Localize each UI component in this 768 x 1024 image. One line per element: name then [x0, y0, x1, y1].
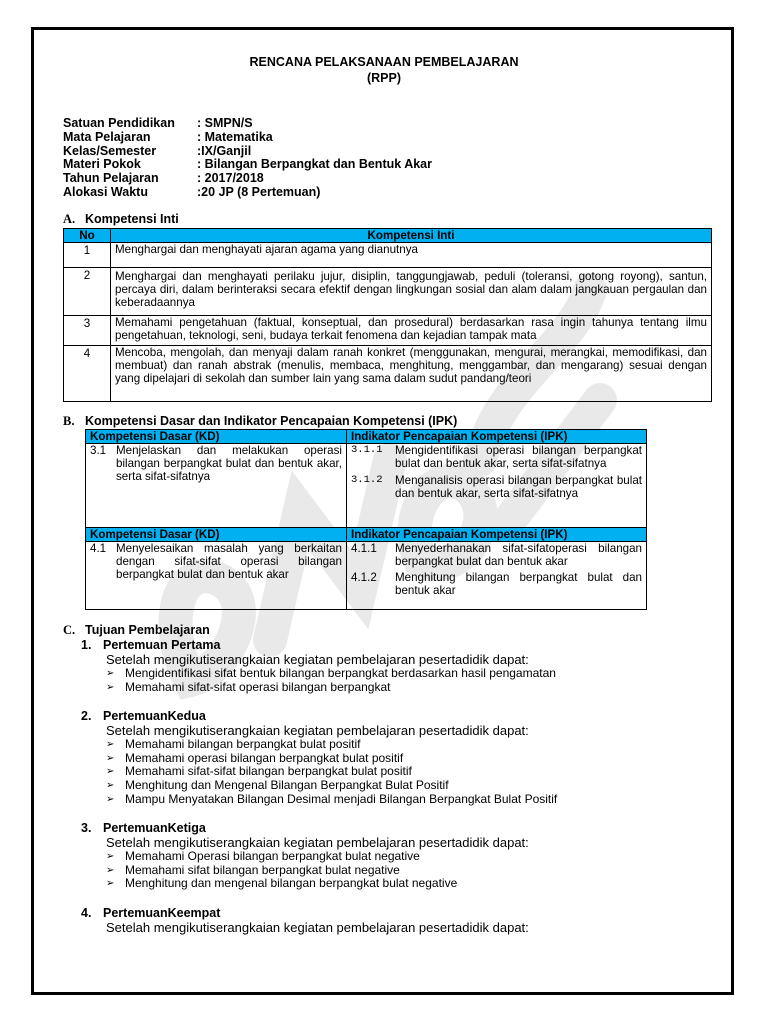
- ipk-item: [351, 474, 642, 500]
- info-row: [63, 131, 432, 145]
- ipk-text: Menyederhanakan sifat-sifatoperasi bilangan berpangkat bulat dan bentuk akar: [395, 542, 642, 568]
- kd-ipk-table: [85, 429, 647, 610]
- list-item: [106, 864, 683, 878]
- list-item: [106, 667, 683, 681]
- meeting-heading: [81, 638, 683, 652]
- bullet-arrow-icon: ➢: [106, 864, 115, 876]
- kd-text: Menjelaskan dan melakukan operasi bilangan berpangkat bulat dan bentuk akar, serta sifat-sifatnya: [116, 444, 342, 483]
- objective-text: Menghitung dan mengenal bilangan berpangkat bulat negative: [125, 876, 458, 891]
- meeting-intro: Setelah mengikutiserangkaian kegiatan pembelajaran pesertadidik dapat:: [106, 835, 529, 851]
- info-row: [63, 158, 432, 172]
- info-key: Kelas/Semester: [63, 143, 157, 158]
- info-row: [63, 145, 432, 159]
- list-item: [106, 752, 683, 766]
- info-value: : SMPN/S: [197, 116, 253, 130]
- kompetensi-inti-table: [63, 228, 712, 402]
- kd-cell: [86, 444, 347, 528]
- meeting-heading: [81, 906, 683, 920]
- list-item: [106, 779, 683, 793]
- meeting-heading: [81, 709, 683, 723]
- meeting-2: [63, 709, 683, 806]
- info-row: [63, 186, 432, 200]
- ipk-code: 3.1.1: [351, 444, 383, 456]
- kd-text: Menyelesaikan masalah yang berkaitan dengan sifat-sifat operasi bilangan berpangkat bulat dan bentuk akar: [116, 542, 342, 581]
- col-ipk-header: Indikator Pencapaian Kompetensi (IPK): [347, 528, 647, 542]
- kd-cell: [86, 542, 347, 610]
- section-title: Tujuan Pembelajaran: [85, 623, 210, 637]
- document-subtitle: (RPP): [366, 71, 402, 85]
- info-value: :IX/Ganjil: [197, 143, 252, 158]
- list-item: [106, 738, 683, 752]
- row-text: Menghargai dan menghayati perilaku jujur, disiplin, tanggungjawab, peduli (toleransi, gotong royong), santun, percaya diri, dalam berinteraksi secara efektif dengan lingkungan sosial dan alam dalam jangkauan pergaulan dan keberadaannya: [111, 268, 712, 316]
- section-title: Kompetensi Dasar dan Indikator Pencapaian Kompetensi (IPK): [85, 414, 458, 428]
- info-key: Satuan Pendidikan: [63, 116, 175, 130]
- info-key: Alokasi Waktu: [63, 184, 148, 199]
- list-item: [106, 793, 683, 807]
- objective-text: Mampu Menyatakan Bilangan Desimal menjadi Bilangan Berpangkat Bulat Positif: [125, 791, 558, 806]
- table-row: [64, 316, 712, 346]
- kd-code: 3.1: [90, 444, 107, 457]
- row-number: 2: [64, 268, 111, 316]
- objective-list: [63, 667, 683, 694]
- bullet-arrow-icon: ➢: [106, 779, 115, 791]
- objective-text: Menghitung dan Mengenal Bilangan Berpangkat Bulat Positif: [125, 777, 449, 792]
- bullet-arrow-icon: ➢: [106, 878, 115, 890]
- section-b-heading: [63, 414, 457, 429]
- meeting-number: 2.: [81, 709, 92, 724]
- row-number: 4: [64, 346, 111, 402]
- objective-list: [63, 850, 683, 891]
- col-kd-header: Kompetensi Dasar (KD): [86, 528, 347, 542]
- objective-text: Memahami sifat-sifat bilangan berpangkat bulat positif: [125, 764, 412, 779]
- meeting-title: PertemuanKetiga: [103, 821, 206, 836]
- bullet-arrow-icon: ➢: [106, 793, 115, 805]
- bullet-arrow-icon: ➢: [106, 752, 115, 764]
- row-number: 3: [64, 316, 111, 346]
- info-value: : Matematika: [197, 129, 273, 144]
- table-header-row: [86, 528, 647, 542]
- ipk-cell: [347, 542, 647, 610]
- section-c-heading: [63, 623, 683, 638]
- info-key: Tahun Pelajaran: [63, 171, 159, 186]
- table-row: [86, 444, 647, 528]
- table-row: [86, 542, 647, 610]
- bullet-arrow-icon: ➢: [106, 851, 115, 863]
- document-title: RENCANA PELAKSANAAN PEMBELAJARAN: [249, 55, 519, 69]
- col-kd-header: Kompetensi Dasar (KD): [86, 430, 347, 444]
- list-item: [106, 765, 683, 779]
- objective-list: [63, 738, 683, 806]
- info-key: Materi Pokok: [63, 157, 141, 172]
- kd-code: 4.1: [90, 542, 107, 555]
- section-title: Kompetensi Inti: [85, 212, 179, 226]
- meeting-3: [63, 821, 683, 891]
- table-row: [64, 268, 712, 316]
- kd-item: [90, 444, 342, 483]
- col-no-header: No: [64, 229, 111, 243]
- meeting-title: PertemuanKedua: [103, 709, 206, 724]
- ipk-cell: [347, 444, 647, 528]
- section-a-heading: [63, 212, 179, 227]
- row-text: Memahami pengetahuan (faktual, konseptual, dan prosedural) berdasarkan rasa ingin tahunya tentang ilmu pengetahuan, teknologi, seni, budaya terkait fenomena dan kejadian tampak mata: [111, 316, 712, 346]
- info-value: :20 JP (8 Pertemuan): [197, 184, 321, 199]
- meeting-number: 4.: [81, 905, 92, 920]
- section-letter: A.: [63, 212, 76, 226]
- objective-text: Memahami sifat bilangan berpangkat bulat negative: [125, 862, 400, 877]
- ipk-text: Menghitung bilangan berpangkat bulat dan bentuk akar: [395, 571, 642, 597]
- meeting-title: PertemuanKeempat: [103, 905, 221, 920]
- objective-text: Memahami bilangan berpangkat bulat positif: [125, 737, 361, 752]
- info-value: : 2017/2018: [197, 171, 264, 186]
- ipk-item: [351, 571, 642, 597]
- info-key: Mata Pelajaran: [63, 129, 151, 144]
- ipk-code: 4.1.1: [351, 542, 377, 555]
- bullet-arrow-icon: ➢: [106, 668, 115, 679]
- meeting-number: 3.: [81, 821, 92, 836]
- bullet-arrow-icon: ➢: [106, 681, 115, 693]
- meeting-title: Pertemuan Pertama: [103, 638, 221, 652]
- list-item: [106, 850, 683, 864]
- row-number: 1: [64, 243, 111, 268]
- list-item: [106, 681, 683, 695]
- meeting-4: [63, 906, 683, 935]
- ipk-code: 3.1.2: [351, 474, 383, 486]
- ipk-text: Mengidentifikasi operasi bilangan berpangkat bulat dan bentuk akar, serta sifat-sifatnya: [395, 444, 642, 470]
- tujuan-section: [63, 623, 683, 935]
- identity-block: [63, 117, 432, 200]
- objective-text: Memahami operasi bilangan berpangkat bulat positif: [125, 750, 404, 765]
- ipk-code: 4.1.2: [351, 571, 377, 584]
- meeting-intro: Setelah mengikutiserangkaian kegiatan pembelajaran pesertadidik dapat:: [106, 652, 529, 667]
- meeting-1: [63, 638, 683, 694]
- list-item: [106, 877, 683, 891]
- meeting-intro: Setelah mengikutiserangkaian kegiatan pembelajaran pesertadidik dapat:: [106, 723, 529, 739]
- objective-text: Memahami Operasi bilangan berpangkat bulat negative: [125, 849, 420, 864]
- kd-item: [90, 542, 342, 581]
- section-letter: C.: [63, 623, 76, 637]
- info-value: : Bilangan Berpangkat dan Bentuk Akar: [197, 157, 432, 172]
- objective-text: Memahami sifat-sifat operasi bilangan berpangkat: [125, 679, 391, 694]
- ipk-item: [351, 542, 642, 568]
- col-ki-header: Kompetensi Inti: [111, 229, 712, 243]
- col-ipk-header: Indikator Pencapaian Kompetensi (IPK): [347, 430, 647, 444]
- row-text: Menghargai dan menghayati ajaran agama yang dianutnya: [111, 243, 712, 268]
- table-row: [64, 243, 712, 268]
- meeting-heading: [81, 821, 683, 835]
- table-header-row: [64, 229, 712, 243]
- info-row: [63, 172, 432, 186]
- ipk-item: [351, 444, 642, 470]
- row-text: Mencoba, mengolah, dan menyaji dalam ranah konkret (menggunakan, mengurai, merangkai, memodifikasi, dan membuat) dan ranah abstrak (menulis, membaca, menghitung, menggambar, dan mengarang) sesuai dengan yang dipelajari di sekolah dan sumber lain yang sama dalam sudut pandang/teori: [111, 346, 712, 402]
- section-letter: B.: [63, 414, 75, 428]
- table-row: [64, 346, 712, 402]
- table-header-row: [86, 430, 647, 444]
- objective-text: Mengidentifikasi sifat bentuk bilangan berpangkat berdasarkan hasil pengamatan: [125, 666, 556, 680]
- bullet-arrow-icon: ➢: [106, 739, 115, 751]
- ipk-text: Menganalisis operasi bilangan berpangkat bulat dan bentuk akar, serta sifat-sifatnya: [395, 474, 642, 500]
- meeting-number: 1.: [81, 638, 92, 652]
- meeting-intro: Setelah mengikutiserangkaian kegiatan pembelajaran pesertadidik dapat:: [106, 919, 529, 935]
- info-row: [63, 117, 432, 131]
- bullet-arrow-icon: ➢: [106, 766, 115, 778]
